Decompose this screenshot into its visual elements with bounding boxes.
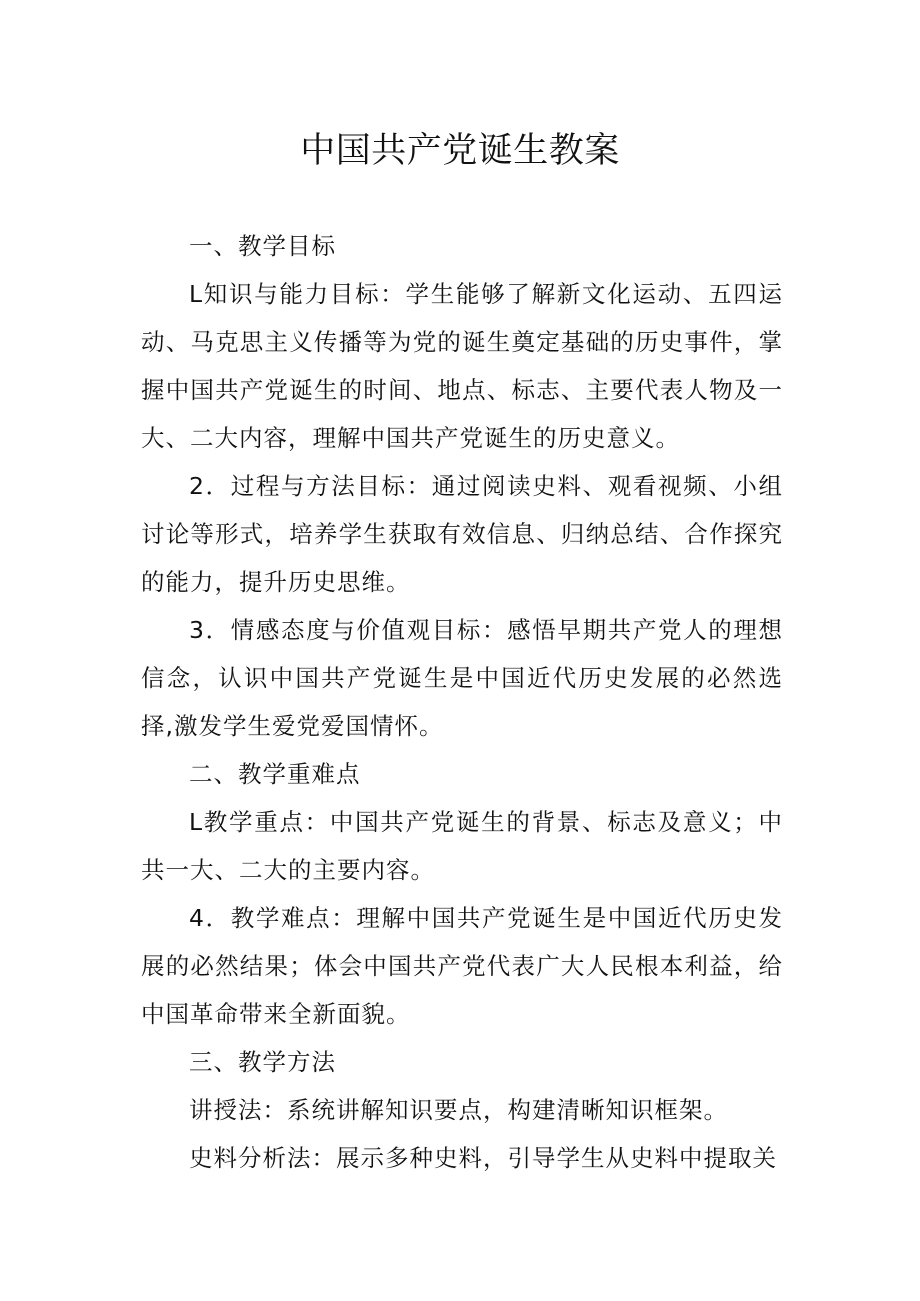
paragraph: 史料分析法：展示多种史料，引导学生从史料中提取关	[189, 1144, 777, 1172]
paragraph: L知识与能力目标：学生能够了解新文化运动、五四运动、马克思主义传播等为党的诞生奠定基础的历史事件，掌握中国共产党诞生的时间、地点、标志、主要代表人物及一大、二大内容，理解中国共产党诞生的历史意义。	[141, 280, 783, 452]
section-heading: 三、教学方法	[189, 1048, 336, 1076]
paragraph: 4．教学难点：理解中国共产党诞生是中国近代历史发展的必然结果；体会中国共产党代表广大人民根本利益，给中国革命带来全新面貌。	[141, 904, 783, 1028]
document-title: 中国共产党诞生教案	[300, 131, 620, 171]
paragraph: 2．过程与方法目标：通过阅读史料、观看视频、小组讨论等形式，培养学生获取有效信息、归纳总结、合作探究的能力，提升历史思维。	[141, 472, 783, 596]
paragraph: 3．情感态度与价值观目标：感悟早期共产党人的理想信念，认识中国共产党诞生是中国近代历史发展的必然选择,激发学生爱党爱国情怀。	[141, 616, 783, 740]
section-heading: 二、教学重难点	[189, 760, 361, 788]
section-heading: 一、教学目标	[189, 232, 336, 260]
section-teaching-objectives	[141, 222, 783, 750]
section-key-points	[141, 750, 783, 1038]
section-teaching-methods	[141, 1038, 783, 1182]
document-body	[141, 222, 783, 1182]
paragraph: 讲授法：系统讲解知识要点，构建清晰知识框架。	[189, 1096, 728, 1124]
paragraph: L教学重点：中国共产党诞生的背景、标志及意义；中共一大、二大的主要内容。	[141, 808, 783, 884]
